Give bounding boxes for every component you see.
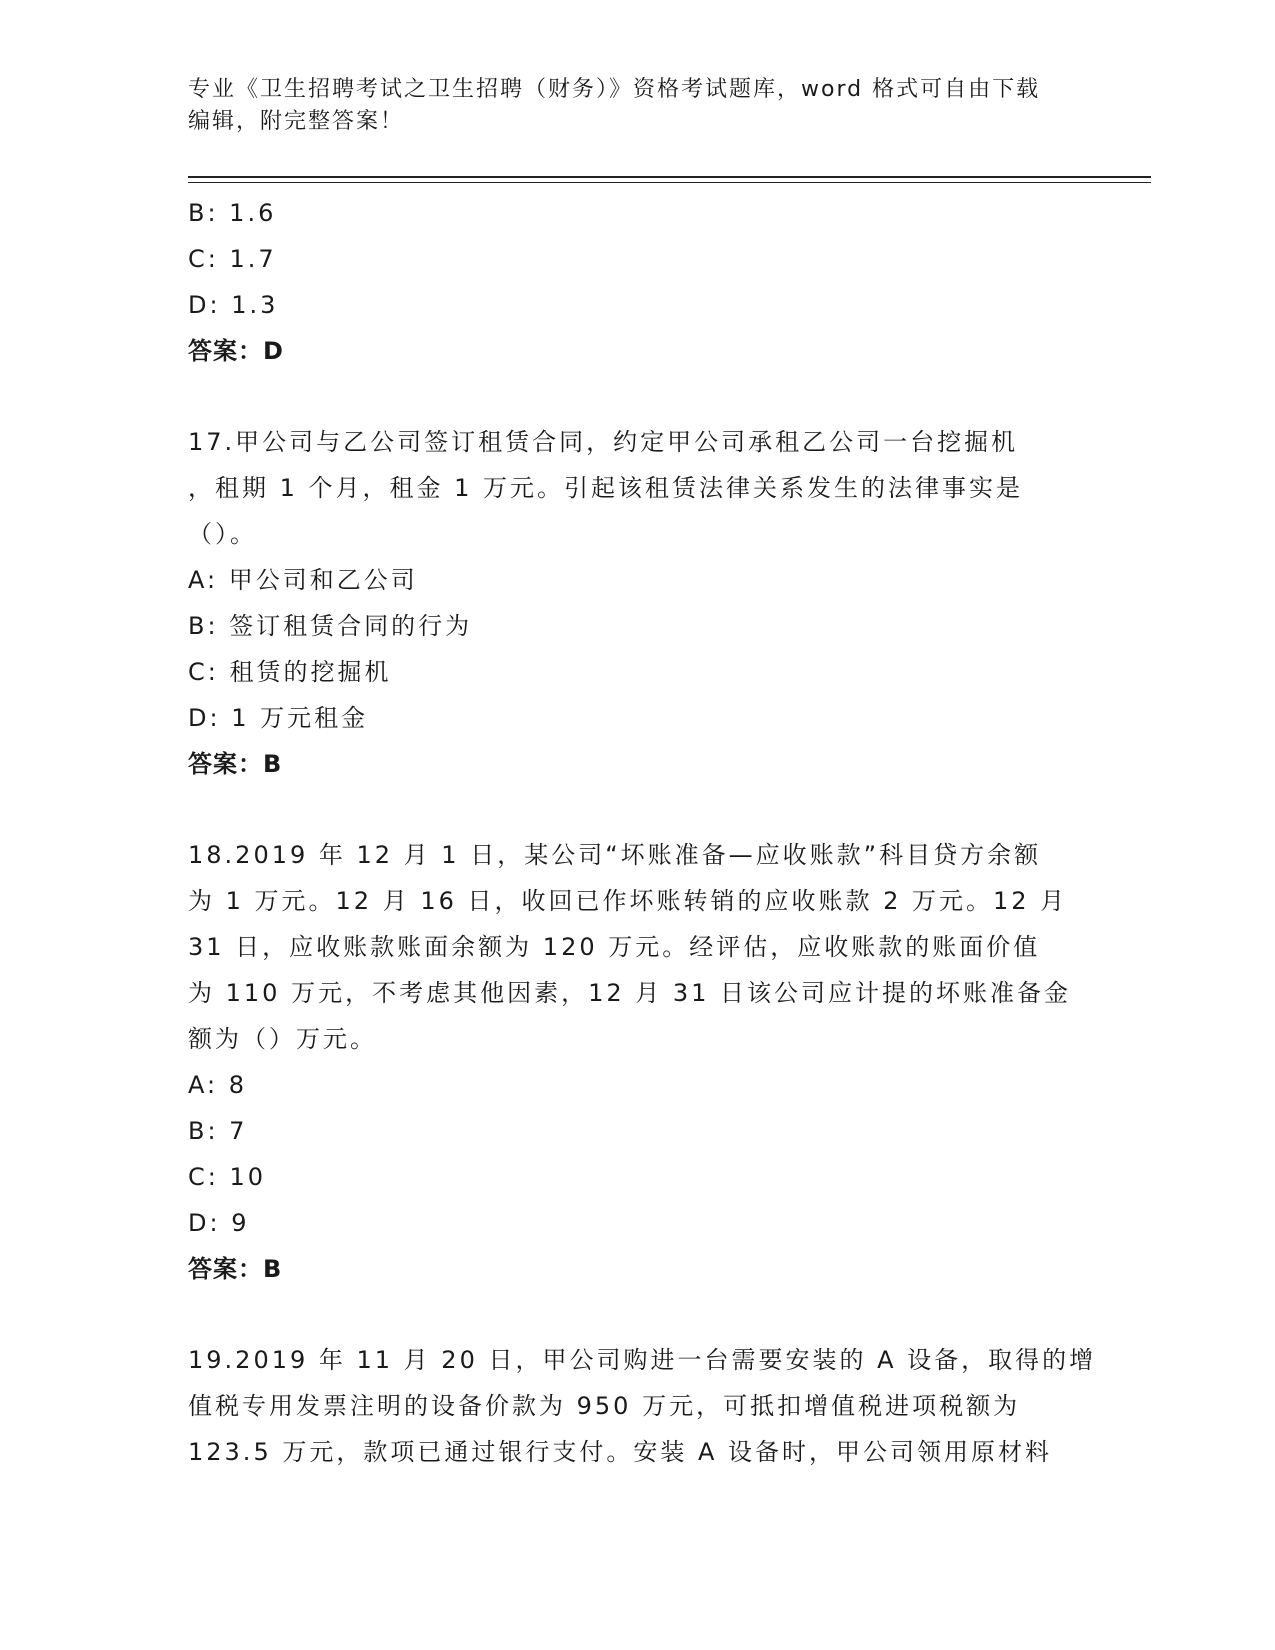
- question-text: 值税专用发票注明的设备价款为 950 万元，可抵扣增值税进项税额为: [188, 1392, 1021, 1420]
- header-line-2: 编辑，附完整答案！: [188, 109, 405, 134]
- question-19: [188, 1337, 1097, 1475]
- option: B: 签订租赁合同的行为: [188, 612, 473, 640]
- header-line-1: 专业《卫生招聘考试之卫生招聘（财务）》资格考试题库，word 格式可自由下载: [188, 77, 1041, 102]
- question-text: ，租期 1 个月，租金 1 万元。引起该租赁法律关系发生的法律事实是: [188, 474, 1024, 502]
- option: D: 1.3: [188, 291, 279, 319]
- answer: 答案：D: [188, 337, 284, 365]
- question-18: [188, 832, 1088, 1292]
- content: [188, 190, 1097, 1475]
- option: C: 1.7: [188, 245, 277, 273]
- option: B: 1.6: [188, 199, 277, 227]
- option: C: 10: [188, 1163, 267, 1191]
- option: A: 甲公司和乙公司: [188, 566, 418, 594]
- question-text: 为 1 万元。12 月 16 日，收回已作坏账转销的应收账款 2 万元。12 月: [188, 887, 1068, 915]
- partial-question: [188, 190, 1088, 374]
- question-text: 为 110 万元，不考虑其他因素，12 月 31 日该公司应计提的坏账准备金: [188, 979, 1072, 1007]
- question-text: 31 日，应收账款账面余额为 120 万元。经评估，应收账款的账面价值: [188, 933, 1041, 961]
- option: D: 9: [188, 1209, 250, 1237]
- option: B: 7: [188, 1117, 248, 1145]
- option: C: 租赁的挖掘机: [188, 658, 392, 686]
- question-text: 额为（）万元。: [188, 1025, 377, 1053]
- answer: 答案：B: [188, 1255, 283, 1283]
- question-17: [188, 419, 1088, 787]
- option: A: 8: [188, 1071, 247, 1099]
- question-text: （）。: [188, 520, 257, 548]
- page-header: [188, 74, 1088, 138]
- header-rule-thick: [188, 176, 1151, 178]
- header-rule-thin: [188, 182, 1151, 183]
- answer: 答案：B: [188, 750, 283, 778]
- question-text: 17.甲公司与乙公司签订租赁合同，约定甲公司承租乙公司一台挖掘机: [188, 428, 1019, 456]
- question-text: 18.2019 年 12 月 1 日，某公司“坏账准备—应收账款”科目贷方余额: [188, 841, 1042, 869]
- question-text: 19.2019 年 11 月 20 日，甲公司购进一台需要安装的 A 设备，取得的增: [188, 1346, 1097, 1374]
- question-text: 123.5 万元，款项已通过银行支付。安装 A 设备时，甲公司领用原材料: [188, 1438, 1053, 1466]
- option: D: 1 万元租金: [188, 704, 369, 732]
